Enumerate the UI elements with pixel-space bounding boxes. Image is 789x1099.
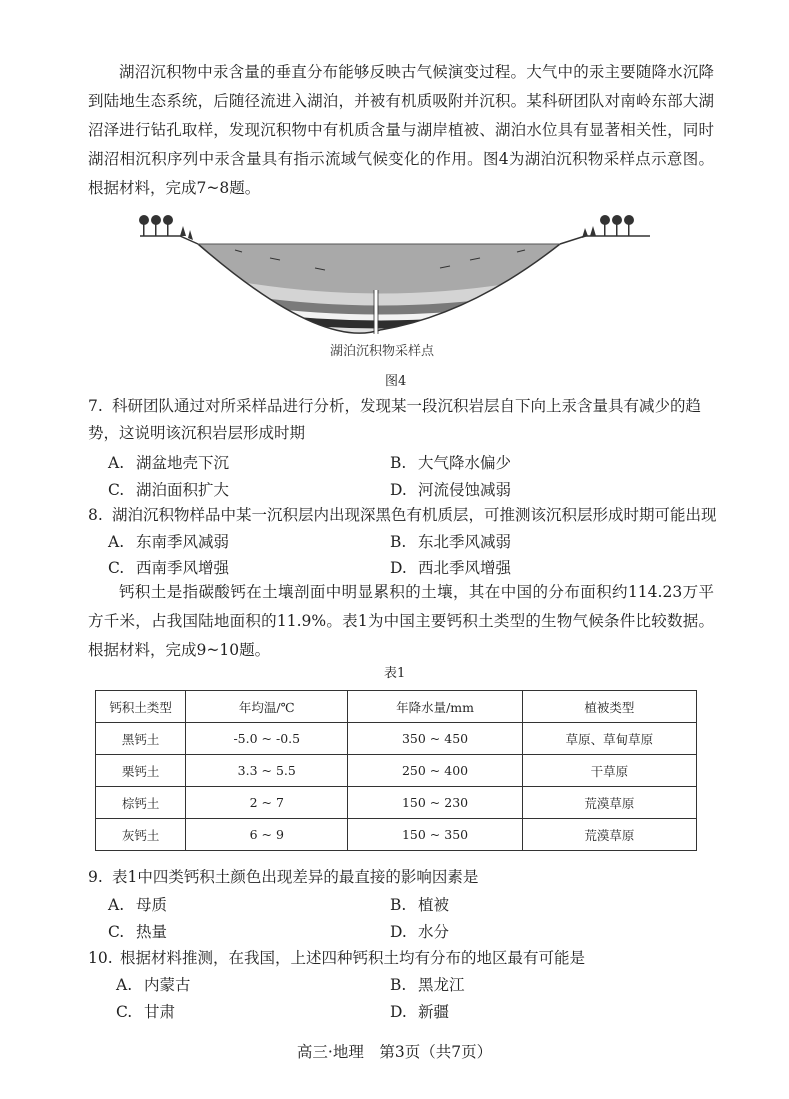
question-number: 8. xyxy=(88,506,103,524)
table-row xyxy=(96,819,697,851)
table-header: 植被类型 xyxy=(522,691,696,723)
table-header: 钙积土类型 xyxy=(96,691,186,723)
question-stem: 根据材料推测，在我国，上述四种钙积土均有分布的地区最有可能是 xyxy=(120,949,586,967)
question-number: 9. xyxy=(88,868,103,886)
table-cell: 250 ~ 400 xyxy=(348,755,522,787)
table-cell: 棕钙土 xyxy=(96,787,186,819)
passage-lake-sediment: 湖沼沉积物中汞含量的垂直分布能够反映古气候演变过程。大气中的汞主要随降水沉降到陆地生态系统，后随径流进入湖泊，并被有机质吸附并沉积。某科研团队对南岭东部大湖沼泽进行钻孔取样，发现沉积物中有机质含量与湖岸植被、湖泊水位具有显著相关性，同时湖沼相沉积序列中汞含量具有指示流域气候变化的作用。图4为湖泊沉积物采样点示意图。根据材料，完成7~8题。 xyxy=(88,63,714,197)
passage-calcic-soil: 钙积土是指碳酸钙在土壤剖面中明显累积的土壤，其在中国的分布面积约114.23万平方千米，占我国陆地面积的11.9%。表1为中国主要钙积土类型的生物气候条件比较数据。根据材料，完成9~10题。 xyxy=(88,583,714,659)
q9-option-c: C. 热量 xyxy=(108,923,168,941)
table-cell: 3.3 ~ 5.5 xyxy=(186,755,348,787)
lake-sediment-figure xyxy=(130,200,660,375)
question-number: 7. xyxy=(88,397,103,415)
q7-option-d: D. 河流侵蚀减弱 xyxy=(390,481,512,499)
question-10 xyxy=(88,945,718,972)
table-cell: 干草原 xyxy=(522,755,696,787)
table-header-row xyxy=(96,691,697,723)
q8-option-b: B. 东北季风减弱 xyxy=(390,533,512,551)
question-9 xyxy=(88,864,718,891)
q8-option-d: D. 西北季风增强 xyxy=(390,559,512,577)
table-row xyxy=(96,787,697,819)
q10-option-b: B. 黑龙江 xyxy=(390,976,465,994)
table-cell: -5.0 ~ -0.5 xyxy=(186,723,348,755)
table-cell: 2 ~ 7 xyxy=(186,787,348,819)
table-cell: 6 ~ 9 xyxy=(186,819,348,851)
table-cell: 150 ~ 350 xyxy=(348,819,522,851)
table-title: 表1 xyxy=(384,666,406,681)
figure-label: 湖泊沉积物采样点 xyxy=(330,344,435,359)
table-cell: 350 ~ 450 xyxy=(348,723,522,755)
q9-option-d: D. 水分 xyxy=(390,923,450,941)
question-7 xyxy=(88,393,718,447)
figure-title: 图4 xyxy=(385,374,407,389)
table-row xyxy=(96,723,697,755)
q7-option-c: C. 湖泊面积扩大 xyxy=(108,481,230,499)
question-number: 10. xyxy=(88,949,113,967)
q10-option-a: A. 内蒙古 xyxy=(116,976,191,994)
question-stem: 湖泊沉积物样品中某一沉积层内出现深黑色有机质层，可推测该沉积层形成时期可能出现 xyxy=(112,506,717,524)
table-cell: 黑钙土 xyxy=(96,723,186,755)
table-header: 年均温/℃ xyxy=(186,691,348,723)
table-cell: 荒漠草原 xyxy=(522,787,696,819)
table-cell: 灰钙土 xyxy=(96,819,186,851)
soil-table xyxy=(95,690,697,851)
q9-option-a: A. 母质 xyxy=(108,896,168,914)
question-8 xyxy=(88,502,718,529)
q8-option-a: A. 东南季风减弱 xyxy=(108,533,230,551)
q10-option-c: C. 甘肃 xyxy=(116,1003,176,1021)
table-cell: 荒漠草原 xyxy=(522,819,696,851)
table-cell: 栗钙土 xyxy=(96,755,186,787)
table-cell: 150 ~ 230 xyxy=(348,787,522,819)
q9-option-b: B. 植被 xyxy=(390,896,450,914)
q7-option-b: B. 大气降水偏少 xyxy=(390,454,512,472)
table-header: 年降水量/mm xyxy=(348,691,522,723)
page-footer: 高三·地理 第3页（共7页） xyxy=(296,1043,493,1061)
q7-option-a: A. 湖盆地壳下沉 xyxy=(108,454,230,472)
q10-option-d: D. 新疆 xyxy=(390,1003,450,1021)
table-row xyxy=(96,755,697,787)
question-stem: 表1中四类钙积土颜色出现差异的最直接的影响因素是 xyxy=(112,868,479,886)
q8-option-c: C. 西南季风增强 xyxy=(108,559,230,577)
question-stem: 科研团队通过对所采样品进行分析，发现某一段沉积岩层自下向上汞含量具有减少的趋势，这说明该沉积岩层形成时期 xyxy=(88,397,702,442)
table-cell: 草原、草甸草原 xyxy=(522,723,696,755)
